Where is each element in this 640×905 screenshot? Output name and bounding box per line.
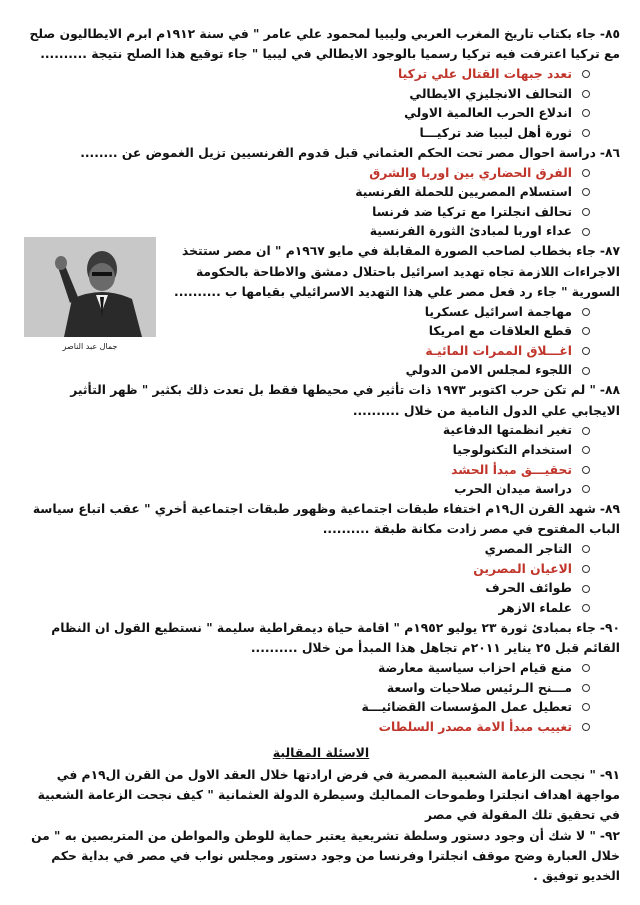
question-text: " لا شك أن وجود دستور وسلطة تشريعية يعتبر حماية للوطن والمواطن من المتربصين به " من خلال العبارة وضح موقف انجلترا وفرنسا من وجود دستور ومجلس نواب في مصر في بداية حكم الخديو توفيق . (31, 828, 620, 883)
circle-bullet-icon (582, 228, 590, 236)
photo-caption: جمال عبد الناصر (62, 342, 118, 352)
option-text: ثورة أهل ليبيا ضد تركيـــا (419, 125, 572, 140)
question-89 (22, 499, 620, 618)
option-text: منع قيام احزاب سياسية معارضة (377, 661, 572, 676)
question-number: ٩٢- (599, 828, 620, 843)
option-item (22, 202, 590, 222)
question-number: ٨٦- (599, 145, 620, 160)
portrait-image-icon (24, 237, 156, 337)
question-87 (22, 241, 620, 380)
option-correct: تعدد جبهات القتال علي تركيا (398, 67, 572, 82)
question-text: " لم تكن حرب اكتوبر ١٩٧٣ ذات تأثير في محيطها فقط بل تعدت ذلك بكثير " ظهر التأثير الايجابي علي الدول النامية من خلال .......... (70, 383, 620, 418)
option-item (22, 579, 590, 599)
question-text: شهد القرن ال١٩م اختفاء طبقات اجتماعية وظهور طبقات اجتماعية أخري " عقب اتباع سياسة الباب المفتوح في مصر زادت مكانة طبقة .......... (32, 502, 620, 537)
option-item (22, 598, 590, 618)
circle-bullet-icon (582, 308, 590, 316)
option-item (22, 698, 590, 718)
option-item (22, 123, 590, 143)
option-text: علماء الازهر (498, 601, 572, 616)
option-text: تغير انظمتها الدفاعية (442, 423, 572, 438)
question-number: ٩٠- (599, 620, 620, 635)
option-item (22, 421, 590, 441)
option-text: تعطيل عمل المؤسسات القضائيـــة (361, 700, 572, 715)
option-item (22, 440, 590, 460)
option-item (22, 658, 590, 678)
option-text: مـــنح الـرئيس صلاحيات واسعة (386, 680, 572, 695)
options-list (22, 64, 590, 142)
option-text: استسلام المصريين للحملة الفرنسية (355, 185, 572, 200)
circle-bullet-icon (582, 684, 590, 692)
question-text: جاء بخطاب لصاحب الصورة المقابلة في مايو ١٩٦٧م " ان مصر ستتخذ الاجراءات اللازمة تجاه تهديد اسرائيل باحتلال دمشق والاطاحة بالحكومة السورية " جاء رد فعل مصر علي هذا التهديد الاسرائيلي بقيامها ب .......... (174, 244, 620, 299)
question-number: ٨٨- (599, 383, 620, 398)
circle-bullet-icon (582, 427, 590, 435)
option-item (22, 678, 590, 698)
options-list (22, 540, 590, 618)
option-text: التحالف الانجليزي الايطالي (409, 86, 572, 101)
circle-bullet-icon (582, 466, 590, 474)
option-item (22, 559, 590, 579)
question-text: دراسة احوال مصر تحت الحكم العثماني قبل قدوم الفرنسيين تزيل الغموض عن ........ (80, 145, 596, 160)
circle-bullet-icon (582, 109, 590, 117)
circle-bullet-icon (582, 723, 590, 731)
option-text: مهاجمة اسرائيل عسكريا (424, 304, 572, 319)
circle-bullet-icon (582, 367, 590, 375)
circle-bullet-icon (582, 664, 590, 672)
option-item (22, 163, 590, 183)
circle-bullet-icon (582, 703, 590, 711)
circle-bullet-icon (582, 129, 590, 137)
option-item (22, 717, 590, 737)
options-list (22, 421, 590, 499)
option-text: قطع العلاقات مع امريكا (428, 324, 572, 339)
question-90 (22, 618, 620, 737)
circle-bullet-icon (582, 585, 590, 593)
option-item (22, 104, 590, 124)
option-text: استخدام التكنولوجيا (452, 443, 572, 458)
option-correct: تحقيـــق مبدأ الحشد (451, 462, 572, 477)
essay-question-91 (22, 765, 620, 826)
question-text: جاء بكتاب تاريخ المغرب العربي وليبيا لمحمود علي عامر " في سنة ١٩١٢م ابرم الايطاليون صلح مع تركيا اعترفت فيه تركيا رسميا بالوجود الايطالي في ليبيا " جاء توقيع هذا الصلح نتيجة .......... (29, 27, 620, 62)
options-list (22, 163, 590, 241)
option-text: دراسة ميدان الحرب (454, 482, 572, 497)
option-text: عداء اوربا لمبادئ الثورة الفرنسية (369, 224, 572, 239)
circle-bullet-icon (582, 90, 590, 98)
option-item (22, 84, 590, 104)
option-text: اللجوء لمجلس الامن الدولي (405, 363, 572, 378)
option-item (22, 361, 590, 381)
circle-bullet-icon (582, 565, 590, 573)
option-text: تحالف انجلترا مع تركيا ضد فرنسا (372, 204, 572, 219)
essay-section-title: الاسئلة المقالية (272, 744, 370, 760)
option-item (22, 64, 590, 84)
essay-question-92 (22, 826, 620, 887)
question-number: ٨٧- (599, 244, 620, 259)
circle-bullet-icon (582, 327, 590, 335)
option-text: التاجر المصري (484, 542, 572, 557)
circle-bullet-icon (582, 188, 590, 196)
option-text: اندلاع الحرب العالمية الاولي (404, 106, 572, 121)
question-number: ٨٩- (599, 502, 620, 517)
option-item (22, 480, 590, 500)
circle-bullet-icon (582, 169, 590, 177)
circle-bullet-icon (582, 70, 590, 78)
option-item (22, 183, 590, 203)
question-number: ٨٥- (599, 27, 620, 41)
option-correct: الفرق الحضاري بين اوربا والشرق (369, 165, 572, 180)
question-86 (22, 143, 620, 242)
circle-bullet-icon (582, 604, 590, 612)
option-item (22, 540, 590, 560)
option-text: طوائف الحرف (485, 581, 572, 596)
options-list (22, 658, 590, 736)
circle-bullet-icon (582, 545, 590, 553)
option-correct: الاعيان المصرين (473, 561, 572, 576)
option-correct: تغييب مبدأ الامة مصدر السلطات (378, 719, 572, 734)
circle-bullet-icon (582, 485, 590, 493)
portrait-photo (24, 237, 156, 337)
option-item (22, 460, 590, 480)
question-88 (22, 380, 620, 499)
circle-bullet-icon (582, 446, 590, 454)
question-text: جاء بمبادئ ثورة ٢٣ يوليو ١٩٥٢م " اقامة حياة ديمقراطية سليمة " نستطيع القول ان النظام القائم قبل ٢٥ يناير ٢٠١١م تجاهل هذا المبدأ من خلال .......... (51, 620, 620, 656)
question-text: " نجحت الزعامة الشعبية المصرية في فرض ارادتها خلال العقد الاول من القرن ال١٩م في مواجهة اهداف انجلترا وطموحات المماليك وسيطرة الدولة العثمانية " كيف نجحت الزعامة الشعبية في تحقيق تلك المقولة في مصر (37, 767, 620, 823)
option-correct: اغـــلاق الممرات المائيـة (425, 343, 572, 358)
question-85 (22, 24, 620, 143)
circle-bullet-icon (582, 347, 590, 355)
circle-bullet-icon (582, 208, 590, 216)
question-number: ٩١- (599, 767, 620, 782)
